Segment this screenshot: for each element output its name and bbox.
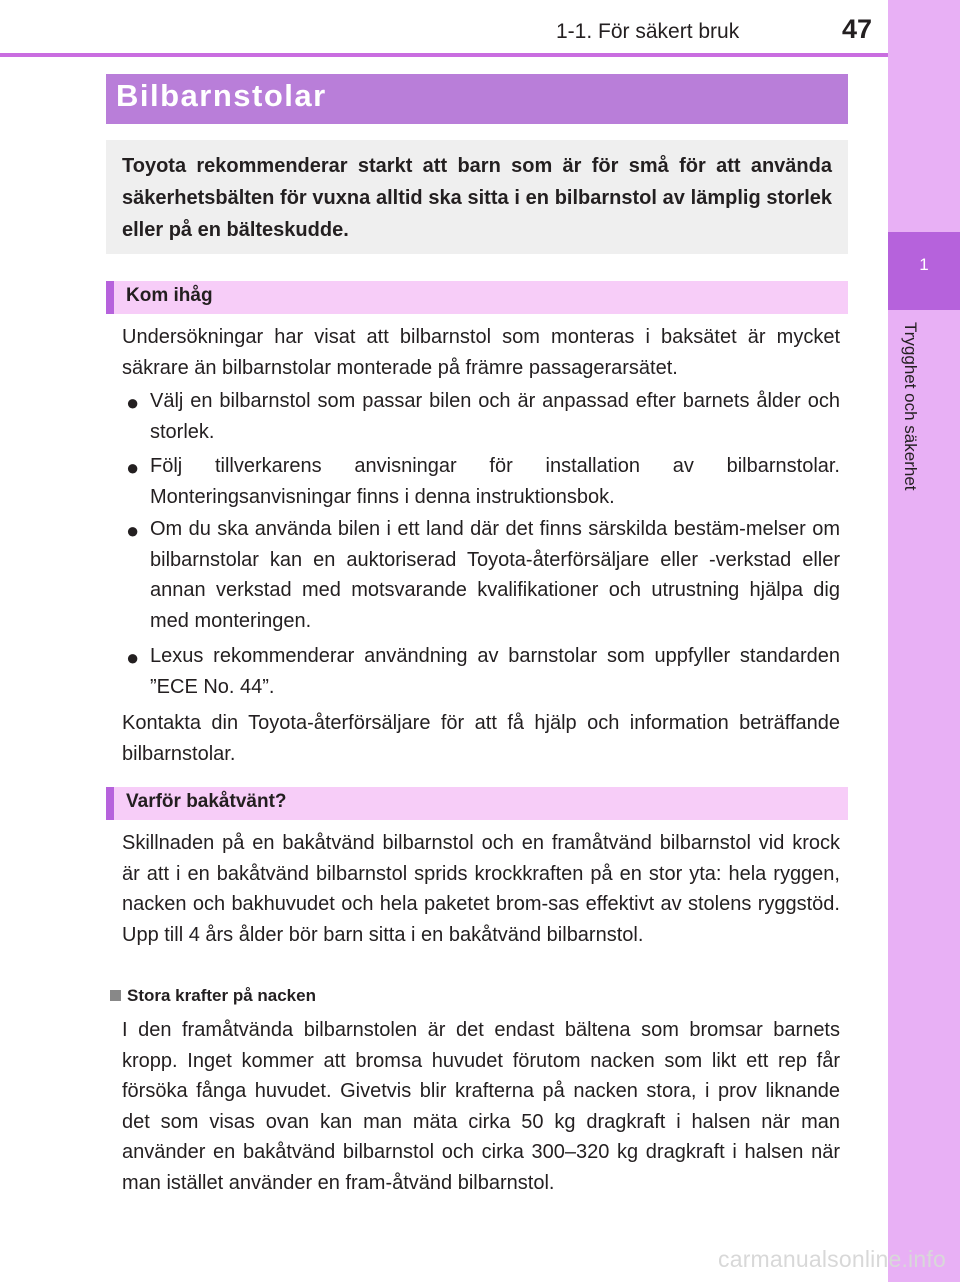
subheading-stora-krafter	[110, 986, 316, 1006]
header-section-title: 1-1. För säkert bruk	[556, 20, 740, 43]
list-item	[126, 514, 840, 636]
list-item-text: Välj en bilbarnstol som passar bilen och är anpassad efter barnets ålder och storlek.	[150, 390, 840, 443]
header-rule	[0, 53, 888, 57]
section2-paragraph: Skillnaden på en bakåtvänd bilbarnstol och en framåtvänd bilbarnstol vid krock är att i en bakåtvänd bilbarnstol sprids krockkraften på en stor yta: hela ryggen, nacken och bakhuvudet och hela paketet brom-sas effektivt av stolens ryggstöd. Upp till 4 års ålder bör barn sitta i en bakåtvänd bilbarnstol.	[122, 832, 840, 946]
section-heading-label: Kom ihåg	[126, 285, 213, 306]
list-item-text: Följ tillverkarens anvisningar för installation av bilbarnstolar. Monteringsanvisningar finns i denna instruktionsbok.	[150, 455, 840, 508]
section-heading-kom-ihag	[106, 281, 848, 314]
list-item	[126, 641, 840, 702]
square-bullet-icon	[110, 990, 121, 1001]
list-item	[126, 451, 840, 512]
bullet-icon: ●	[126, 455, 140, 480]
section-heading-label: Varför bakåtvänt?	[126, 791, 287, 812]
chapter-title: Trygghet och säkerhet	[901, 322, 920, 491]
section-heading-varfor-bakatvant	[106, 787, 848, 820]
page-title: Bilbarnstolar	[116, 78, 327, 113]
bullet-icon: ●	[126, 518, 140, 543]
bullet-icon: ●	[126, 390, 140, 415]
chapter-side-tab	[888, 0, 960, 1282]
bullet-icon: ●	[126, 645, 140, 670]
section2-subparagraph: I den framåtvända bilbarnstolen är det endast bältena som bromsar barnets kropp. Inget kommer att bromsa huvudet förutom nacken som likt ett rep får försöka fånga huvudet. Givetvis blir krafterna på nacken stora, i prov liknande det som visas ovan kan man mäta cirka 50 kg dragkraft i halsen när man använder en bakåtvänd bilbarnstol och cirka 300–320 kg dragkraft i halsen när man istället använder en fram-åtvänd bilbarnstol.	[122, 1019, 840, 1194]
intro-text: Toyota rekommenderar starkt att barn som är för små för att använda säkerhetsbälten för vuxna alltid ska sitta i en bilbarnstol av lämplig storlek eller på en bälteskudde.	[122, 155, 832, 241]
list-item-text: Om du ska använda bilen i ett land där det finns särskilda bestäm-melser om bilbarnstolar kan en auktoriserad Toyota-återförsäljare eller -verkstad eller annan verkstad med motsvarande kvalifikationer och utrustning hjälpa dig med monteringen.	[150, 518, 840, 632]
chapter-number: 1	[888, 232, 960, 310]
section1-closing: Kontakta din Toyota-återförsäljare för att få hjälp och information beträffande bilbarnstolar.	[122, 712, 840, 765]
section1-paragraph: Undersökningar har visat att bilbarnstol som monteras i baksätet är mycket säkrare än bilbarnstolar monterade på främre passagerarsätet.	[122, 326, 840, 379]
subheading-label: Stora krafter på nacken	[127, 986, 316, 1005]
list-item-text: Lexus rekommenderar användning av barnstolar som uppfyller standarden ”ECE No. 44”.	[150, 645, 840, 698]
page-number: 47	[842, 14, 873, 44]
watermark: carmanualsonline.info	[718, 1246, 946, 1272]
list-item	[126, 386, 840, 447]
